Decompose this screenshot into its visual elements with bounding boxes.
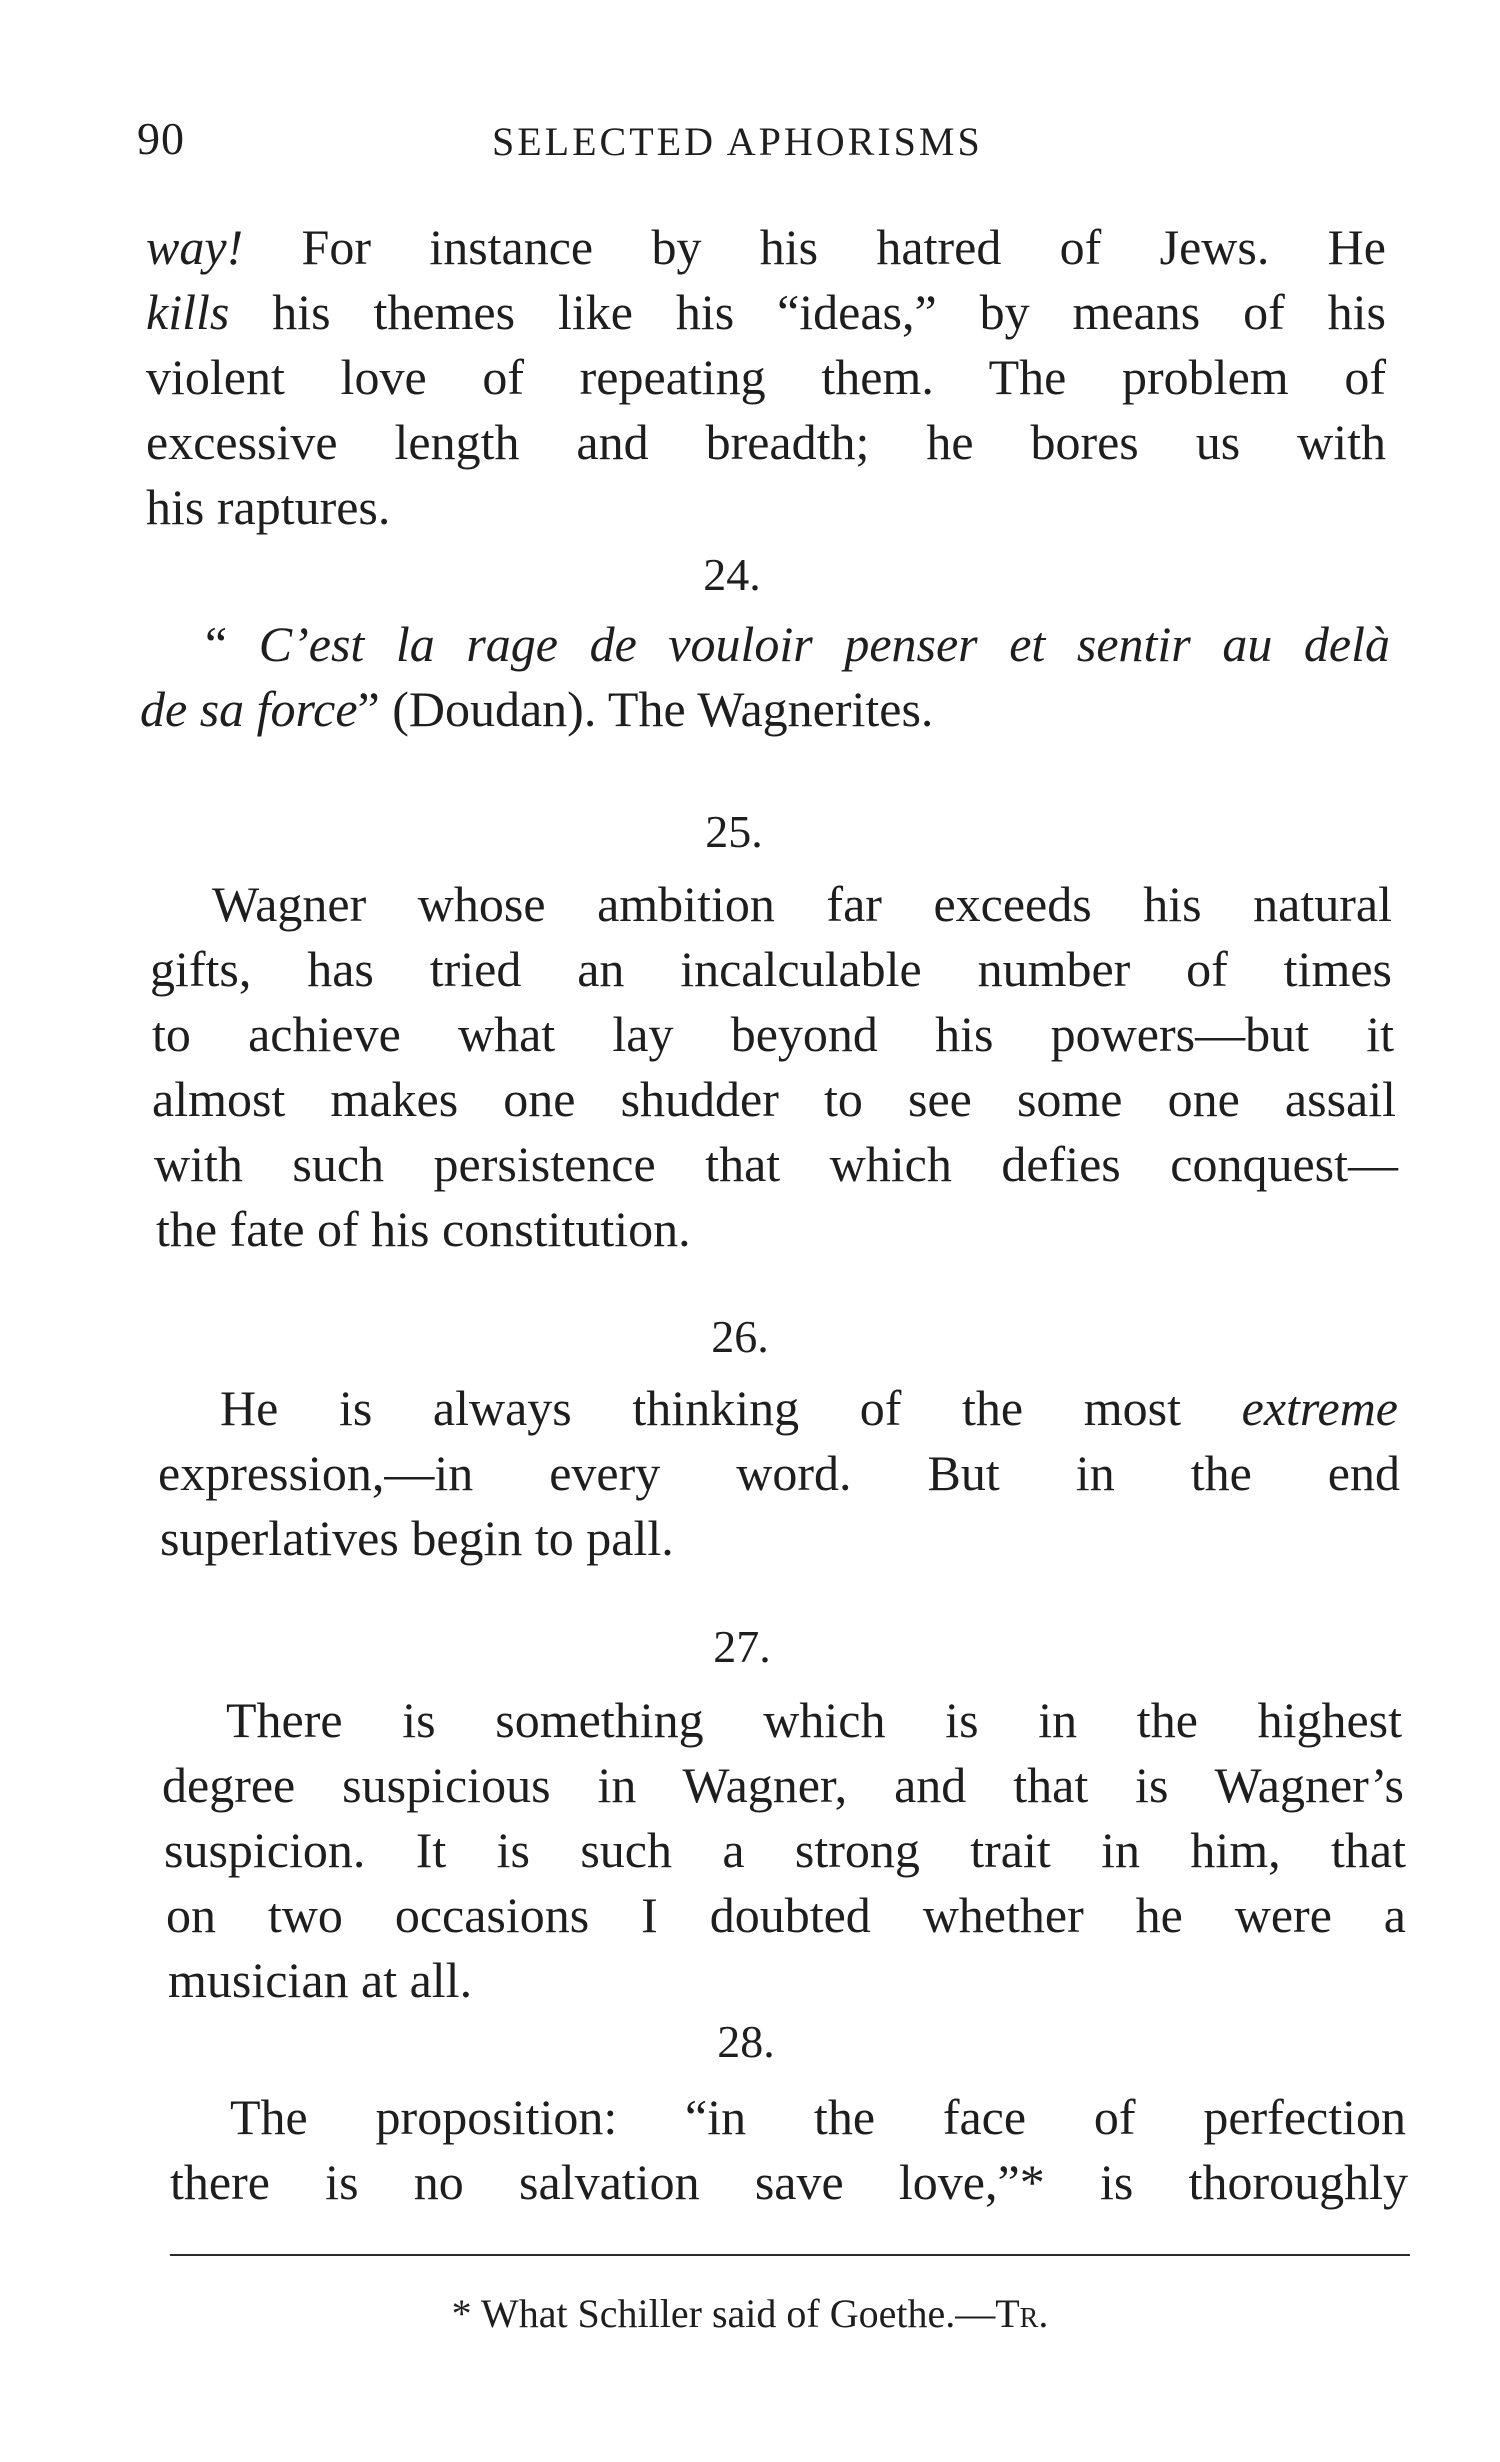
- text-line: [220, 1376, 1398, 1440]
- aphorism-number: 24.: [703, 549, 761, 600]
- text-line: [146, 215, 1386, 279]
- page-header: [137, 112, 1397, 172]
- text-line: [146, 280, 1386, 344]
- text-span: He is always thinking of the most: [220, 1380, 1242, 1436]
- text-line: gifts, has tried an incalculable number of times: [150, 941, 1392, 997]
- italic-text: de sa force: [140, 681, 358, 737]
- text-line: There is something which is in the highest: [226, 1692, 1402, 1748]
- italic-text: C’est la rage de vouloir penser et sentir au delà: [258, 616, 1390, 672]
- text-span: ” (Doudan). The Wagnerites.: [357, 681, 934, 737]
- text-line: [140, 677, 1390, 741]
- translator-mark: Tr.: [995, 2291, 1049, 2336]
- footnote: [0, 2290, 1500, 2337]
- aphorism-number: 27.: [713, 1621, 771, 1672]
- footnote-rule: [170, 2254, 1410, 2256]
- aphorism-number: 26.: [711, 1311, 769, 1362]
- italic-text: kills: [146, 284, 230, 340]
- text-line: his raptures.: [146, 479, 391, 535]
- aphorism-number: 28.: [717, 2016, 775, 2067]
- text-line: degree suspicious in Wagner, and that is Wagner’s: [162, 1757, 1404, 1813]
- text-line: Wagner whose ambition far exceeds his natural: [212, 876, 1392, 932]
- page-number: 90: [137, 113, 185, 164]
- text-span: For instance by his hatred of Jews. He: [243, 219, 1386, 275]
- text-line: suspicion. It is such a strong trait in him, that: [164, 1822, 1406, 1878]
- text-line: [205, 612, 1390, 676]
- text-line: there is no salvation save love,”* is thoroughly: [170, 2154, 1408, 2210]
- text-line: on two occasions I doubted whether he were a: [166, 1887, 1406, 1943]
- text-line: almost makes one shudder to see some one assail: [152, 1071, 1396, 1127]
- text-line: the fate of his constitution.: [156, 1201, 691, 1257]
- italic-text: way!: [146, 219, 244, 275]
- text-span: “: [205, 616, 259, 672]
- running-head: SELECTED APHORISMS: [492, 119, 983, 164]
- text-line: musician at all.: [168, 1952, 473, 2008]
- text-line: to achieve what lay beyond his powers—but it: [152, 1006, 1394, 1062]
- footnote-text: * What Schiller said of Goethe.—: [451, 2291, 996, 2336]
- text-line: with such persistence that which defies conquest—: [154, 1136, 1398, 1192]
- text-line: expression,—in every word. But in the end: [158, 1445, 1400, 1501]
- text-line: violent love of repeating them. The problem of: [146, 349, 1386, 405]
- text-span: his themes like his “ideas,” by means of his: [229, 284, 1386, 340]
- text-line: superlatives begin to pall.: [160, 1510, 674, 1566]
- aphorism-number: 25.: [705, 806, 763, 857]
- text-line: The proposition: “in the face of perfection: [230, 2089, 1406, 2145]
- italic-text: extreme: [1241, 1380, 1398, 1436]
- text-line: excessive length and breadth; he bores us with: [146, 414, 1386, 470]
